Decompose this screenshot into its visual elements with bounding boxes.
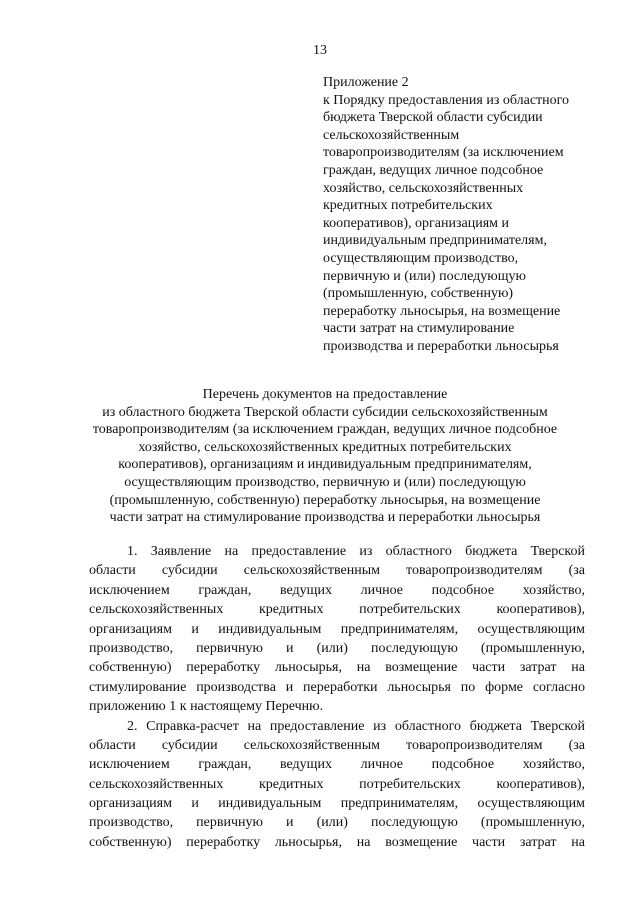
paragraph-line: 1. Заявление на предоставление из областного бюджета Тверской [127,544,585,559]
appendix-line: переработку льносырья, на возмещение [323,303,561,319]
list-item-calculation [89,717,585,853]
appendix-line: кредитных потребительских [323,198,493,214]
paragraph-line: исключением граждан, ведущих личное подсобное хозяйство, [89,757,585,773]
appendix-line: (промышленную, собственную) [323,286,514,302]
appendix-line: граждан, ведущих личное подсобное [323,162,544,178]
title-line: (промышленную, собственную) переработку льносырья, на возмещение [109,492,541,508]
paragraph-line: организациям и индивидуальным предпринимателям, осуществляющим [89,621,585,637]
paragraph-line: сельскохозяйственных кредитных потребительских кооперативов), [89,776,585,792]
paragraph-line: области субсидии сельскохозяйственным товаропроизводителям (за [89,563,585,579]
appendix-header [323,74,603,356]
page-number: 13 [313,43,327,58]
document-body [89,542,585,852]
title-line: товаропроизводителям (за исключением граждан, ведущих личное подсобное [92,422,558,438]
appendix-line: к Порядку предоставления из областного [323,92,570,108]
appendix-line: товаропроизводителям (за исключением [323,145,564,161]
title-line: осуществляющим производство, первичную и (или) последующую [124,474,526,490]
paragraph-line: области субсидии сельскохозяйственным товаропроизводителям (за [89,737,585,753]
appendix-line: части затрат на стимулирование [323,321,515,337]
title-line: кооперативов), организациям и индивидуальным предпринимателям, [118,457,532,473]
paragraph-line: приложению 1 к настоящему Перечню. [89,699,324,715]
paragraph-line: стимулирование производства и переработки льносырья по форме согласно [89,679,585,695]
appendix-line: производства и переработки льносырья [323,338,559,354]
appendix-line: Приложение 2 [323,75,409,90]
appendix-line: сельскохозяйственным [323,127,460,143]
title-line: части затрат на стимулирование производства и переработки льносырья [109,510,541,526]
paragraph-line: 2. Справка-расчет на предоставление из областного бюджета Тверской [127,718,585,734]
paragraph-line: исключением граждан, ведущих личное подсобное хозяйство, [89,582,585,598]
paragraph-line: организациям и индивидуальным предпринимателям, осуществляющим [89,796,585,812]
appendix-line: хозяйство, сельскохозяйственных [323,180,524,196]
paragraph-line: производство, первичную и (или) последующую (промышленную, [89,640,585,656]
appendix-line: индивидуальным предпринимателям, [323,233,547,249]
paragraph-line: собственную) переработку льносырья, на возмещение части затрат на [89,834,585,850]
document-title [60,386,590,527]
title-line: Перечень документов на предоставление [202,387,448,402]
appendix-line: осуществляющим производство, [323,250,519,266]
paragraph-line: собственную) переработку льносырья, на возмещение части затрат на [89,660,585,676]
list-item-application [89,542,585,717]
appendix-line: бюджета Тверской области субсидии [323,110,543,126]
appendix-line: кооперативов), организациям и [323,215,510,231]
paragraph-line: сельскохозяйственных кредитных потребительских кооперативов), [89,602,585,618]
paragraph-line: производство, первичную и (или) последующую (промышленную, [89,815,585,831]
title-line: из областного бюджета Тверской области субсидии сельскохозяйственным [102,404,548,420]
title-line: хозяйство, сельскохозяйственных кредитных потребительских [138,439,512,455]
appendix-line: первичную и (или) последующую [323,268,526,284]
